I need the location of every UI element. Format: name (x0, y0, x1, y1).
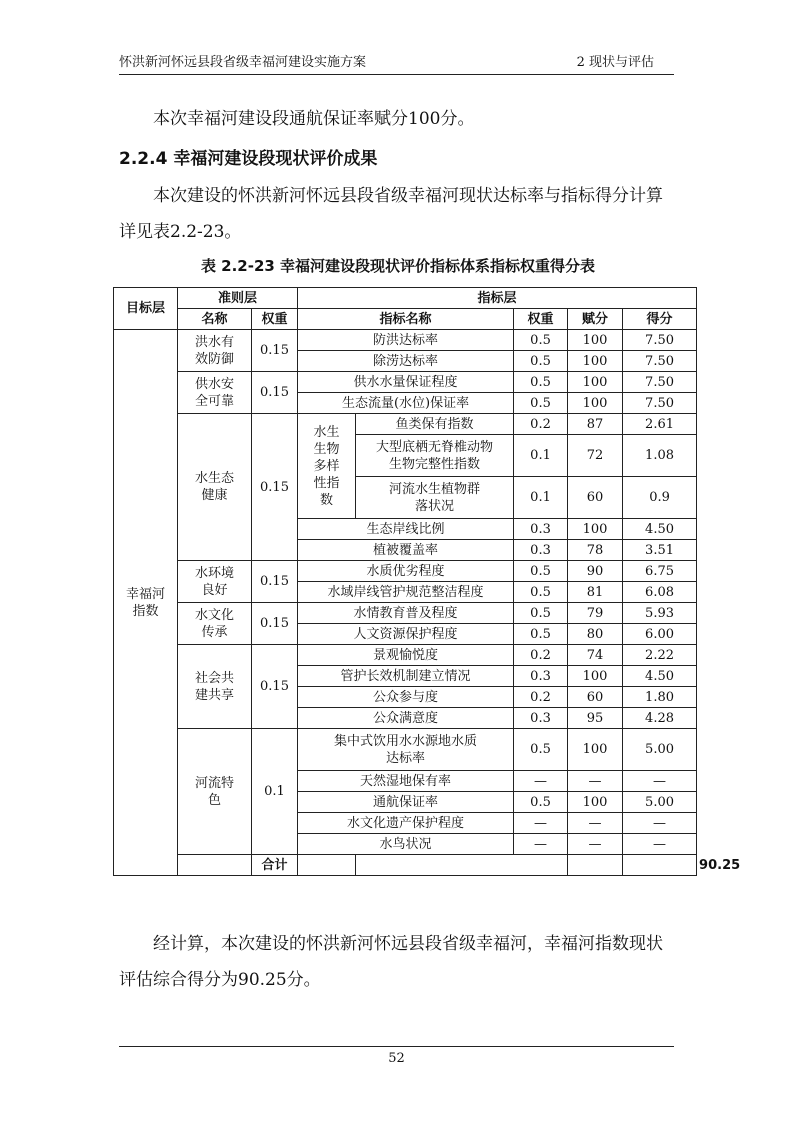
indicator-score: 4.50 (623, 666, 697, 687)
indicator-assigned: 90 (568, 561, 623, 582)
indicator-assigned: 95 (568, 708, 623, 729)
indicator-weight: 0.1 (514, 477, 568, 519)
table-caption: 表 2.2-23 幸福河建设段现状评价指标体系指标权重得分表 (200, 257, 596, 275)
indicator-assigned: 72 (568, 435, 623, 477)
indicator-name: 除涝达标率 (298, 351, 514, 372)
indicator-score: 3.51 (623, 540, 697, 561)
sub-criteria-name (298, 414, 356, 519)
criteria-weight: 0.15 (252, 603, 298, 645)
header-weight2: 权重 (514, 309, 568, 330)
indicator-score: 1.80 (623, 687, 697, 708)
indicator-name: 水鸟状况 (298, 834, 514, 855)
indicator-weight: 0.5 (514, 351, 568, 372)
indicator-weight: 0.5 (514, 561, 568, 582)
indicator-score: 6.00 (623, 624, 697, 645)
indicator-score: 6.75 (623, 561, 697, 582)
indicator-assigned: 60 (568, 687, 623, 708)
target-label: 幸福河指数 (125, 586, 165, 619)
indicator-assigned: 100 (568, 393, 623, 414)
criteria-weight: 0.15 (252, 414, 298, 561)
criteria-name (178, 330, 252, 372)
indicator-name: 公众满意度 (298, 708, 514, 729)
indicator-weight: 0.5 (514, 603, 568, 624)
indicator-score: 0.9 (623, 477, 697, 519)
table-total-row: 合计 90.25 (114, 855, 697, 876)
indicator-weight: 0.3 (514, 666, 568, 687)
indicator-name: 水文化遗产保护程度 (298, 813, 514, 834)
criteria-name (178, 645, 252, 729)
criteria-label: 水文化传承 (194, 607, 234, 640)
indicator-weight: 0.2 (514, 414, 568, 435)
header-document-title: 怀洪新河怀远县段省级幸福河建设实施方案 (119, 55, 367, 70)
indicator-name-text: 集中式饮用水水源地水质达标率 (334, 733, 478, 766)
indicator-score: 5.00 (623, 729, 697, 771)
indicator-assigned: 81 (568, 582, 623, 603)
indicator-weight: 0.3 (514, 540, 568, 561)
indicator-score: 2.22 (623, 645, 697, 666)
indicator-weight: 0.2 (514, 687, 568, 708)
indicator-score: 5.00 (623, 792, 697, 813)
table-row (114, 603, 697, 624)
table-row (114, 372, 697, 393)
indicator-weight: 0.5 (514, 330, 568, 351)
indicator-name: 生态流量(水位)保证率 (298, 393, 514, 414)
indicator-name: 天然湿地保有率 (298, 771, 514, 792)
table-row (114, 729, 697, 771)
paragraph-navigation-score: 本次幸福河建设段通航保证率赋分100分。 (153, 109, 475, 129)
total-empty-cell (298, 855, 356, 876)
target-cell (114, 330, 178, 876)
indicator-assigned: 80 (568, 624, 623, 645)
header-target-layer: 目标层 (114, 288, 178, 330)
criteria-weight: 0.1 (252, 729, 298, 855)
indicator-assigned: 60 (568, 477, 623, 519)
indicator-score: 7.50 (623, 330, 697, 351)
indicator-score: 2.61 (623, 414, 697, 435)
criteria-weight: 0.15 (252, 645, 298, 729)
criteria-name (178, 603, 252, 645)
indicator-name: 人文资源保护程度 (298, 624, 514, 645)
indicator-score: 6.08 (623, 582, 697, 603)
criteria-label: 供水安全可靠 (194, 376, 234, 409)
criteria-label: 水生态健康 (194, 471, 234, 503)
indicator-name: 供水水量保证程度 (298, 372, 514, 393)
sub-criteria-label: 水生生物多样性指数 (313, 424, 340, 508)
paragraph-conclusion: 经计算，本次建设的怀洪新河怀远县段省级幸福河，幸福河指数现状评估综合得分为90.25分。 (119, 934, 663, 990)
table-header-row (114, 288, 697, 309)
indicator-weight: 0.2 (514, 645, 568, 666)
page-header (119, 50, 674, 75)
indicator-score: 5.93 (623, 603, 697, 624)
criteria-name (178, 561, 252, 603)
indicator-score: — (623, 813, 697, 834)
criteria-name (178, 729, 252, 855)
indicator-weight: 0.1 (514, 435, 568, 477)
header-criteria-layer: 准则层 (178, 288, 298, 309)
indicator-name: 水域岸线管护规范整洁程度 (298, 582, 514, 603)
indicator-assigned: 100 (568, 792, 623, 813)
total-empty-cell (356, 855, 568, 876)
indicator-name-text: 河流水生植物群落状况 (389, 481, 481, 514)
indicator-weight: 0.5 (514, 792, 568, 813)
indicator-name: 公众参与度 (298, 687, 514, 708)
header-indicator-name: 指标名称 (298, 309, 514, 330)
indicator-weight: 0.5 (514, 372, 568, 393)
indicator-weight: — (514, 834, 568, 855)
indicator-weight: 0.5 (514, 729, 568, 771)
indicator-assigned: 100 (568, 351, 623, 372)
indicator-weight: — (514, 771, 568, 792)
table-row (114, 645, 697, 666)
indicator-score: 7.50 (623, 372, 697, 393)
table-subheader-row (114, 309, 697, 330)
indicator-score: 7.50 (623, 351, 697, 372)
table-row (114, 414, 697, 435)
indicator-assigned: 100 (568, 372, 623, 393)
indicator-name: 水质优劣程度 (298, 561, 514, 582)
indicator-assigned: — (568, 813, 623, 834)
criteria-name (178, 372, 252, 414)
indicator-assigned: 100 (568, 519, 623, 540)
indicator-name-text: 大型底栖无脊椎动物生物完整性指数 (376, 439, 494, 472)
criteria-label: 洪水有效防御 (194, 334, 234, 367)
indicator-name: 鱼类保有指数 (356, 414, 514, 435)
indicator-assigned: 100 (568, 729, 623, 771)
indicator-assigned: 74 (568, 645, 623, 666)
indicator-name (298, 729, 514, 771)
total-empty-cell (568, 855, 623, 876)
header-indicator-layer: 指标层 (298, 288, 697, 309)
indicator-assigned: 87 (568, 414, 623, 435)
indicator-score: — (623, 771, 697, 792)
indicator-score: 4.50 (623, 519, 697, 540)
indicator-name (356, 435, 514, 477)
indicator-name: 水情教育普及程度 (298, 603, 514, 624)
criteria-weight: 0.15 (252, 372, 298, 414)
header-name: 名称 (178, 309, 252, 330)
criteria-weight: 0.15 (252, 330, 298, 372)
header-chapter-title: 2 现状与评估 (576, 55, 654, 70)
evaluation-table (113, 287, 741, 876)
indicator-name: 防洪达标率 (298, 330, 514, 351)
header-weight: 权重 (252, 309, 298, 330)
header-score-assigned: 赋分 (568, 309, 623, 330)
page-number: 52 (388, 1051, 405, 1066)
total-empty-cell (623, 855, 697, 876)
indicator-assigned: — (568, 771, 623, 792)
indicator-name: 植被覆盖率 (298, 540, 514, 561)
indicator-name: 景观愉悦度 (298, 645, 514, 666)
indicator-weight: 0.3 (514, 708, 568, 729)
total-label: 合计 (252, 855, 298, 876)
indicator-assigned: 79 (568, 603, 623, 624)
section-heading: 2.2.4 幸福河建设段现状评价成果 (119, 149, 378, 169)
paragraph-intro: 本次建设的怀洪新河怀远县段省级幸福河现状达标率与指标得分计算详见表2.2-23。 (119, 186, 663, 242)
criteria-name (178, 414, 252, 561)
indicator-name: 通航保证率 (298, 792, 514, 813)
indicator-score: 4.28 (623, 708, 697, 729)
indicator-name (356, 477, 514, 519)
criteria-label: 社会共建共享 (194, 670, 234, 703)
indicator-name: 生态岸线比例 (298, 519, 514, 540)
footer-rule (119, 1046, 674, 1047)
criteria-label: 水环境良好 (194, 565, 234, 598)
indicator-score: 1.08 (623, 435, 697, 477)
total-empty-cell (178, 855, 252, 876)
criteria-label: 河流特色 (194, 775, 234, 808)
header-score: 得分 (623, 309, 697, 330)
indicator-weight: 0.5 (514, 393, 568, 414)
table-row (114, 330, 697, 351)
indicator-weight: 0.5 (514, 624, 568, 645)
indicator-assigned: — (568, 834, 623, 855)
indicator-assigned: 78 (568, 540, 623, 561)
table-row (114, 561, 697, 582)
criteria-weight: 0.15 (252, 561, 298, 603)
indicator-weight: 0.5 (514, 582, 568, 603)
indicator-assigned: 100 (568, 330, 623, 351)
indicator-assigned: 100 (568, 666, 623, 687)
indicator-score: 7.50 (623, 393, 697, 414)
indicator-weight: 0.3 (514, 519, 568, 540)
indicator-name: 管护长效机制建立情况 (298, 666, 514, 687)
indicator-weight: — (514, 813, 568, 834)
indicator-score: — (623, 834, 697, 855)
